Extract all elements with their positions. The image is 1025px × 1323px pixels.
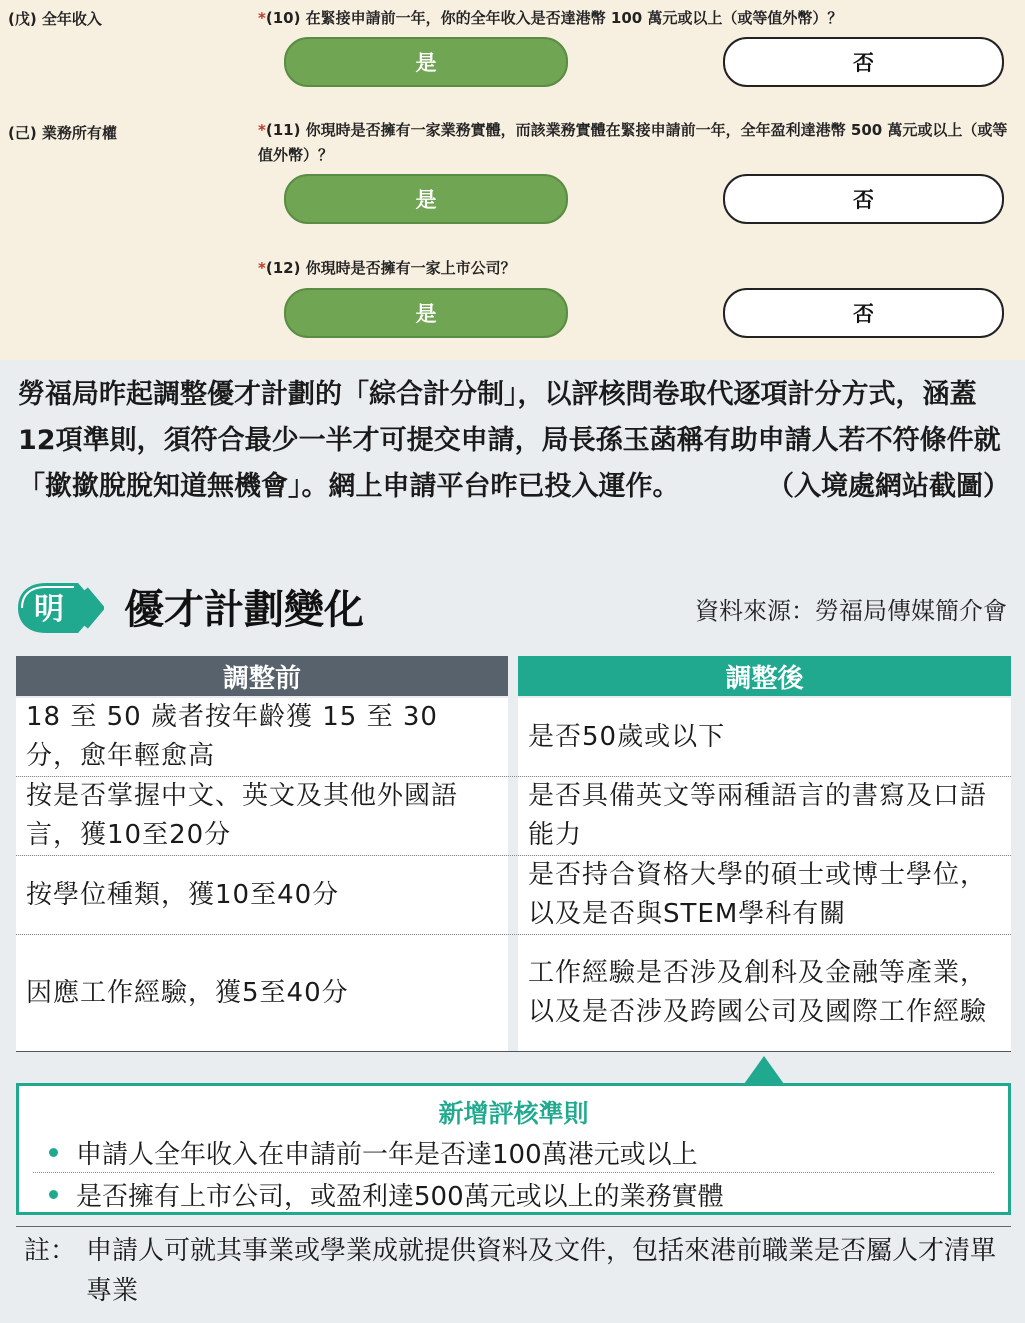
table-bottom-rule xyxy=(16,1051,1011,1052)
note-text: 申請人可就其事業或學業成就提供資料及文件，包括來港前職業是否屬人才清單專業 xyxy=(86,1236,997,1306)
yes-button-q10[interactable]: 是 xyxy=(284,37,568,87)
no-button-q10[interactable]: 否 xyxy=(723,37,1004,87)
required-star: * xyxy=(258,9,266,27)
new-criteria-title: 新增評核準則 xyxy=(438,1099,589,1128)
logo-char: 明 xyxy=(34,592,64,627)
question-11 xyxy=(258,118,1018,168)
row-3-before: 按學位種類，獲10至40分 xyxy=(16,856,508,934)
criteria-text: 申請人全年收入在申請前一年是否達100萬港元或以上 xyxy=(76,1140,698,1170)
header-before: 調整前 xyxy=(16,656,508,696)
ming-pao-logo-icon xyxy=(16,579,104,637)
row-4-after: 工作經驗是否涉及創科及金融等產業，以及是否涉及跨國公司及國際工作經驗 xyxy=(518,935,1011,1051)
caption-credit: （入境處網站截圖） xyxy=(767,471,1010,502)
data-source: 資料來源：勞福局傳媒簡介會 xyxy=(695,597,1007,625)
yes-button-q12[interactable]: 是 xyxy=(284,288,568,338)
question-text: (11) 你現時是否擁有一家業務實體，而該業務實體在緊接申請前一年，全年盈利達港幣 500 萬元或以上（或等值外幣）？ xyxy=(258,121,1008,164)
section-label-income: (戊) 全年收入 xyxy=(8,10,102,28)
section-label-business: (己) 業務所有權 xyxy=(8,124,117,142)
required-star: * xyxy=(258,121,266,139)
question-text: (12) 你現時是否擁有一家上市公司？ xyxy=(265,259,516,277)
row-2-before: 按是否掌握中文、英文及其他外國語言，獲10至20分 xyxy=(16,777,508,855)
no-button-q11[interactable]: 否 xyxy=(723,174,1004,224)
list-item xyxy=(49,1134,698,1171)
list-item xyxy=(49,1176,724,1213)
note-divider xyxy=(16,1226,1011,1227)
note-label: 註： xyxy=(24,1236,77,1266)
pointer-triangle-icon xyxy=(744,1056,784,1084)
infographic-title: 優才計劃變化 xyxy=(124,587,364,633)
row-1-after: 是否50歲或以下 xyxy=(518,698,1011,776)
caption-text: 勞福局昨起調整優才計劃的「綜合計分制」，以評核問卷取代逐項計分方式，涵蓋12項準則，須符合最少一半才可提交申請，局長孫玉菡稱有助申請人若不符條件就「撳撳脫脫知道無機會」。網上申請平台昨已投入運作。 xyxy=(18,379,1001,502)
item-divider xyxy=(33,1172,994,1173)
photo-caption xyxy=(18,372,1010,510)
row-3-after: 是否持合資格大學的碩士或博士學位，以及是否與STEM學科有關 xyxy=(518,856,1011,934)
question-10 xyxy=(258,6,1018,31)
question-text: (10) 在緊接申請前一年，你的全年收入是否達港幣 100 萬元或以上（或等值外幣）？ xyxy=(265,9,843,27)
form-screenshot xyxy=(0,0,1025,360)
bullet-dot-icon xyxy=(49,1148,58,1157)
no-button-q12[interactable]: 否 xyxy=(723,288,1004,338)
criteria-text: 是否擁有上市公司，或盈利達500萬元或以上的業務實體 xyxy=(76,1182,724,1212)
question-12 xyxy=(258,256,1018,281)
row-2-after: 是否具備英文等兩種語言的書寫及口語能力 xyxy=(518,777,1011,855)
required-star: * xyxy=(258,259,266,277)
footnote xyxy=(24,1231,1009,1311)
bullet-dot-icon xyxy=(49,1190,58,1199)
row-4-before: 因應工作經驗，獲5至40分 xyxy=(16,935,508,1051)
new-criteria-box xyxy=(16,1083,1011,1215)
row-1-before: 18 至 50 歲者按年齡獲 15 至 30 分，愈年輕愈高 xyxy=(16,698,508,776)
yes-button-q11[interactable]: 是 xyxy=(284,174,568,224)
header-after: 調整後 xyxy=(518,656,1011,696)
